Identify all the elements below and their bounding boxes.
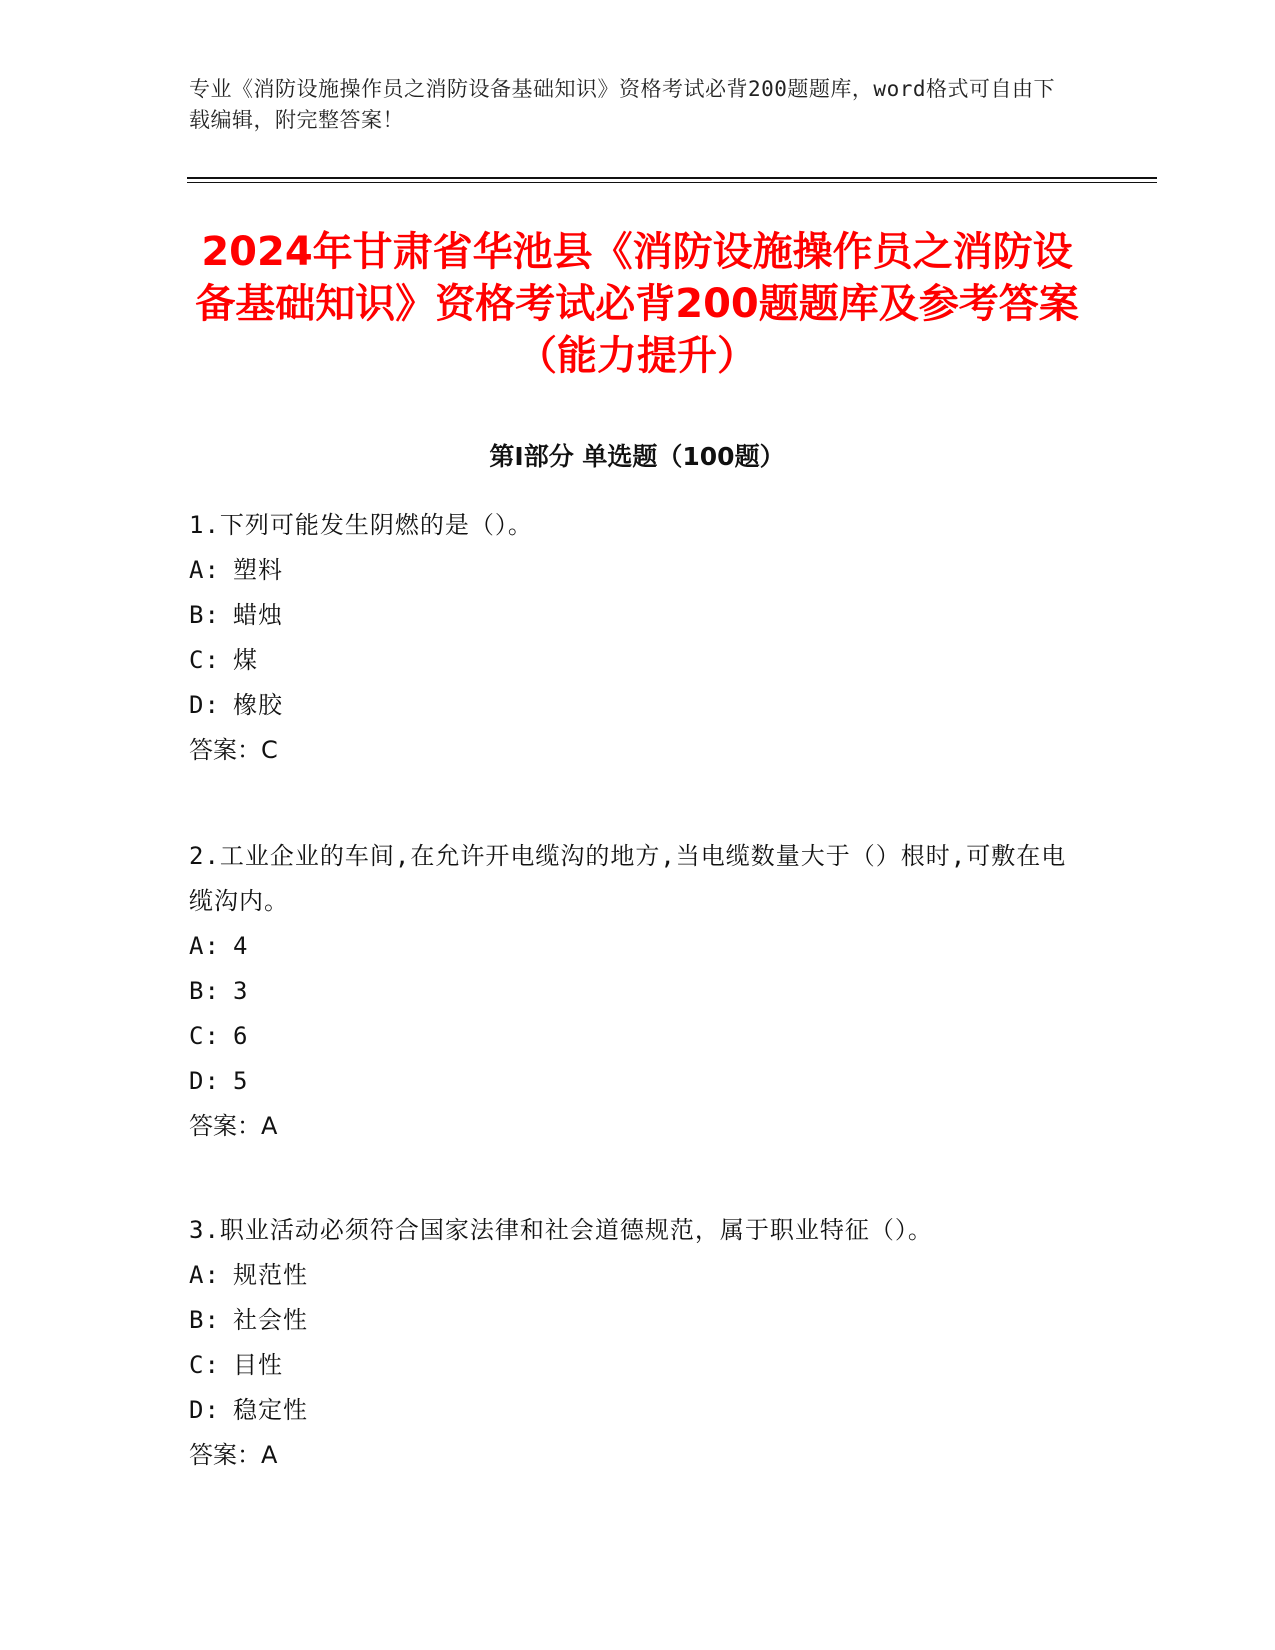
answer: 答案：A <box>189 1441 278 1469</box>
option-text: 橡胶 <box>233 691 283 719</box>
option-text: 塑料 <box>233 556 283 584</box>
question-stem: 3.职业活动必须符合国家法律和社会道德规范，属于职业特征（）。 <box>189 1216 933 1244</box>
option-text: 规范性 <box>233 1261 308 1289</box>
option-key: C: <box>189 646 220 674</box>
header-note: 专业《消防设施操作员之消防设备基础知识》资格考试必背200题题库，word格式可自由下载编辑，附完整答案！ <box>189 77 1055 132</box>
option-text: 蜡烛 <box>233 601 283 629</box>
option-key: C: <box>189 1022 220 1050</box>
option-key: B: <box>189 977 220 1005</box>
option-text: 5 <box>233 1067 249 1095</box>
option-key: A: <box>189 932 220 960</box>
question-1 <box>189 503 1089 773</box>
option-key: D: <box>189 1067 220 1095</box>
option-key: C: <box>189 1351 220 1379</box>
question-stem: 1.下列可能发生阴燃的是（）。 <box>189 511 533 539</box>
option-key: B: <box>189 601 220 629</box>
option-d <box>189 1059 1089 1104</box>
option-b <box>189 1298 1089 1343</box>
option-text: 稳定性 <box>233 1396 308 1424</box>
answer: 答案：A <box>189 1112 278 1140</box>
option-text: 4 <box>233 932 249 960</box>
question-stem: 2.工业企业的车间,在允许开电缆沟的地方,当电缆数量大于（）根时,可敷在电缆沟内。 <box>189 842 1067 915</box>
option-b <box>189 969 1089 1014</box>
option-c <box>189 1343 1089 1388</box>
option-text: 6 <box>233 1022 249 1050</box>
question-2 <box>189 834 1089 1149</box>
answer: 答案：C <box>189 736 278 764</box>
header-rule-thin <box>187 182 1157 183</box>
option-d <box>189 1388 1089 1433</box>
option-a <box>189 1253 1089 1298</box>
option-key: D: <box>189 1396 220 1424</box>
option-c <box>189 1014 1089 1059</box>
option-b <box>189 593 1089 638</box>
option-a <box>189 548 1089 593</box>
option-key: A: <box>189 556 220 584</box>
option-key: B: <box>189 1306 220 1334</box>
option-text: 3 <box>233 977 249 1005</box>
document-title: 2024年甘肃省华池县《消防设施操作员之消防设备基础知识》资格考试必背200题题库及参考答案（能力提升） <box>195 229 1079 379</box>
option-text: 社会性 <box>233 1306 308 1334</box>
option-key: D: <box>189 691 220 719</box>
option-text: 煤 <box>233 646 258 674</box>
option-key: A: <box>189 1261 220 1289</box>
option-text: 目性 <box>233 1351 283 1379</box>
section-title: 第Ⅰ部分 单选题（100题） <box>489 442 785 471</box>
header-rule-thick <box>187 177 1157 179</box>
option-a <box>189 924 1089 969</box>
question-3 <box>189 1208 1089 1478</box>
option-d <box>189 683 1089 728</box>
option-c <box>189 638 1089 683</box>
